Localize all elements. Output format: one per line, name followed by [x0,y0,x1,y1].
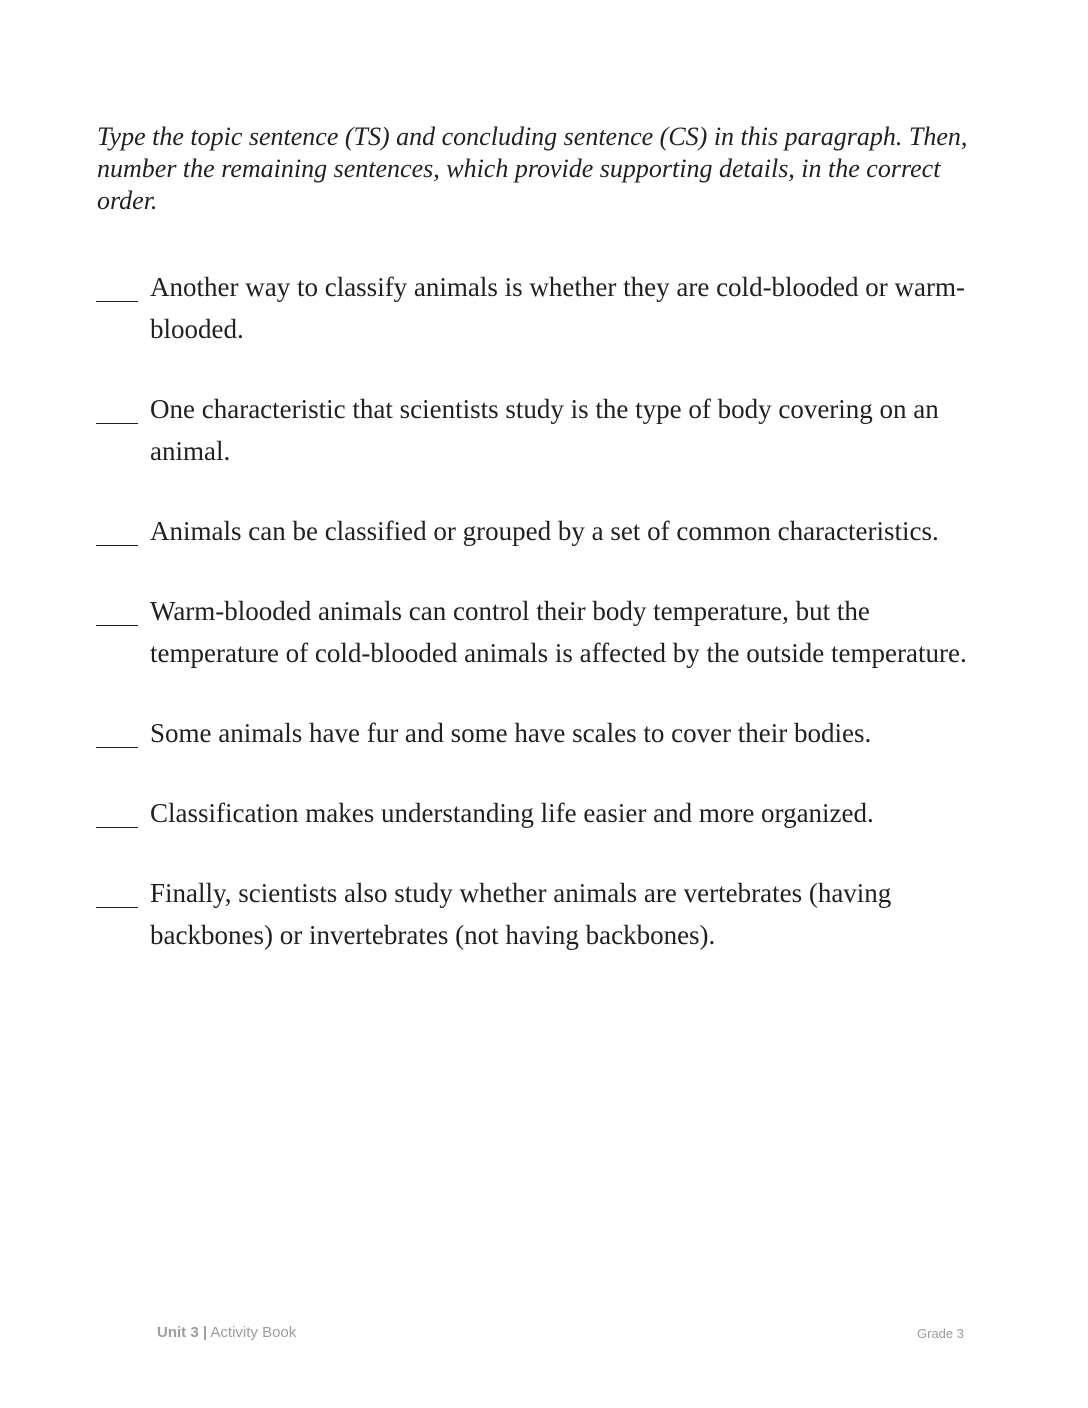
answer-blank[interactable] [96,792,138,828]
footer-unit: Unit 3 [157,1324,199,1341]
sentence-item [96,388,996,472]
answer-blank[interactable] [96,388,138,424]
sentence-text: Another way to classify animals is whether they are cold-blooded or warm-blooded. [150,272,965,344]
sentence-text: Animals can be classified or grouped by a set of common characteristics. [150,516,939,546]
sentence-item [96,712,996,754]
answer-blank[interactable] [96,266,138,302]
answer-blank[interactable] [96,872,138,908]
answer-blank[interactable] [96,712,138,748]
answer-blank[interactable] [96,590,138,626]
sentence-item [96,266,996,350]
sentence-item [96,590,996,674]
sentence-list [96,266,996,994]
footer-book-info [157,1324,296,1341]
sentence-item [96,510,996,552]
answer-blank[interactable] [96,510,138,546]
footer-grade: Grade 3 [917,1326,964,1341]
sentence-text: Warm-blooded animals can control their body temperature, but the temperature of cold-blooded animals is affected by the outside temperature. [150,596,967,668]
sentence-text: Finally, scientists also study whether animals are vertebrates (having backbones) or invertebrates (not having backbones). [150,878,892,950]
footer-book: Activity Book [210,1324,297,1341]
sentence-text: Some animals have fur and some have scales to cover their bodies. [150,718,872,748]
instructions: Type the topic sentence (TS) and concluding sentence (CS) in this paragraph. Then, number the remaining sentences, which provide supporting details, in the correct order. [97,122,968,215]
footer-separator: | [202,1324,208,1341]
sentence-item [96,792,996,834]
sentence-text: One characteristic that scientists study is the type of body covering on an animal. [150,394,939,466]
sentence-item [96,872,996,956]
sentence-text: Classification makes understanding life easier and more organized. [150,798,874,828]
